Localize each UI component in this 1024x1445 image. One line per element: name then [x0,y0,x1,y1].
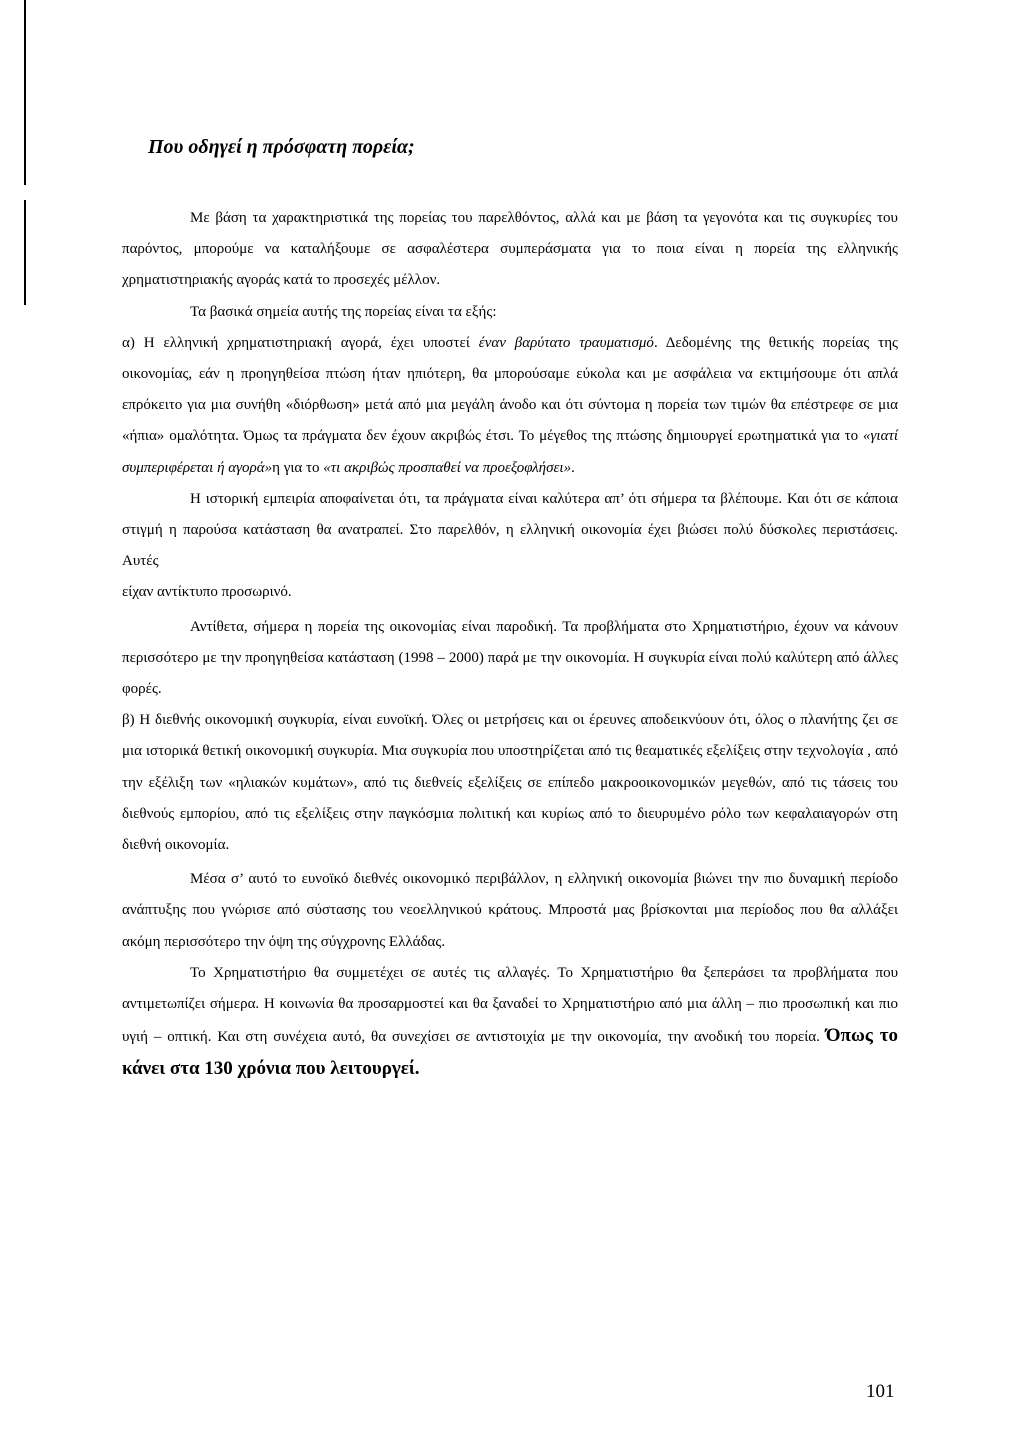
text-run: η για το [272,459,324,476]
text-run: . [571,459,575,476]
scan-edge-line [24,0,26,185]
text-run: . Δεδομένης της θετικής πορείας της οικονομίας, εάν η προηγηθείσα πτώση ήταν ηπιότερη, θα μπορούσαμε εύκολα και με ασφάλεια να εκτιμήσουμε ότι απλά επρόκειτο για μια συνήθη «διόρθωση» μετά από μια μεγάλη άνοδο και ότι σύντομα η πορεία των τιμών θα επέστρεφε σε μια «ήπια» ομαλότητα. Όμως τα πράγματα δεν έχουν ακριβώς έτσι. Το μέγεθος της πτώσης δημιουργεί ερωτηματικά για το [122,334,898,445]
emphasis-text: «γιατί συμπεριφέρεται ή αγορά» [122,428,898,476]
text-run: Το Χρηματιστήριο θα συμμετέχει σε αυτές τις αλλαγές. Το Χρηματιστήριο θα ξεπεράσει τα προβλήματα που αντιμετωπίζει σήμερα. Η κοινωνία θα προσαρμοστεί και θα ξαναδεί το Χρηματιστήριο από μια άλλη – πιο προσωπική και πιο υγιή – οπτική. Και στη συνέχεια αυτό, θα συνεχίσει σε αντιστοιχία με την οικονομία, την ανοδική του πορεία. [122,964,898,1046]
closing-statement: Όπως το κάνει στα 130 χρόνια που λειτουργεί. [122,1025,898,1080]
paragraph-greek-economy: Μέσα σ’ αυτό το ευνοϊκό διεθνές οικονομικό περιβάλλον, η ελληνική οικονομία βιώνει την πιο δυναμική περίοδο ανάπτυξης που γνώρισε από σύστασης του νεοελληνικού κράτους. Μπροστά μας βρίσκονται μια περίοδος που θα αλλάξει ακόμη περισσότερο την όψη της σύγχρονης Ελλάδας. [122,871,898,950]
paragraph-temporary-impact: είχαν αντίκτυπο προσωρινό. [122,584,292,601]
section-heading: Που οδηγεί η πρόσφατη πορεία; [148,136,415,158]
paragraph-intro: Με βάση τα χαρακτηριστικά της πορείας του παρελθόντος, αλλά και με βάση τα γεγονότα και τις συγκυρίες του παρόντος, μπορούμε να καταλήξουμε σε ασφαλέστερα συμπεράσματα για το ποια είναι η πορεία της ελληνικής χρηματιστηριακής αγοράς κατά το προσεχές μέλλον. [122,210,898,289]
paragraph-key-points: Τα βασικά σημεία αυτής της πορείας είναι τα εξής: [190,303,497,320]
paragraph-stock-exchange [122,958,898,1087]
emphasis-text: «τι ακριβώς προσπαθεί να προεξοφλήσει» [323,459,572,476]
paragraph-point-a [122,328,898,484]
scan-edge-line [24,200,26,305]
paragraph-contrast: Αντίθετα, σήμερα η πορεία της οικονομίας είναι παροδική. Τα προβλήματα στο Χρηματιστήριο, έχουν να κάνουν περισσότερο με την προηγηθείσα κατάσταση (1998 – 2000) παρά με την οικονομία. Η συγκυρία είναι πολύ καλύτερη από άλλες φορές. [122,618,898,698]
emphasis-text: έναν βαρύτατο τραυματισμό [478,334,654,351]
body-text [122,203,898,1087]
text-run: α) Η ελληνική χρηματιστηριακή αγορά, έχει υποστεί [122,334,479,351]
paragraph-point-b: β) Η διεθνής οικονομική συγκυρία, είναι ευνοϊκή. Όλες οι μετρήσεις και οι έρευνες αποδεικνύουν ότι, όλος ο πλανήτης ζει σε μια ιστορικά θετική οικονομική συγκυρία. Μια συγκυρία που υποστηρίζεται από τις θεαματικές εξελίξεις στην τεχνολογία , από την εξέλιξη των «ηλιακών κυμάτων», από τις διεθνείς εξελίξεις σε επίπεδο μακροοικονομικών μεγεθών, από τις τάσεις του διεθνούς εμπορίου, από τις εξελίξεις στην παγκόσμια πολιτική και κυρίως από το διευρυμένο ρόλο των κεφαλαιαγορών στη διεθνή οικονομία. [122,712,898,854]
page-number: 101 [866,1381,895,1402]
paragraph-historical-experience: Η ιστορική εμπειρία αποφαίνεται ότι, τα πράγματα είναι καλύτερα απ’ ότι σήμερα τα βλέπουμε. Και ότι σε κάποια στιγμή η παρούσα κατάσταση θα ανατραπεί. Στο παρελθόν, η ελληνική οικονομία έχει βιώσει πολύ δύσκολες περιστάσεις. Αυτές [122,490,898,570]
